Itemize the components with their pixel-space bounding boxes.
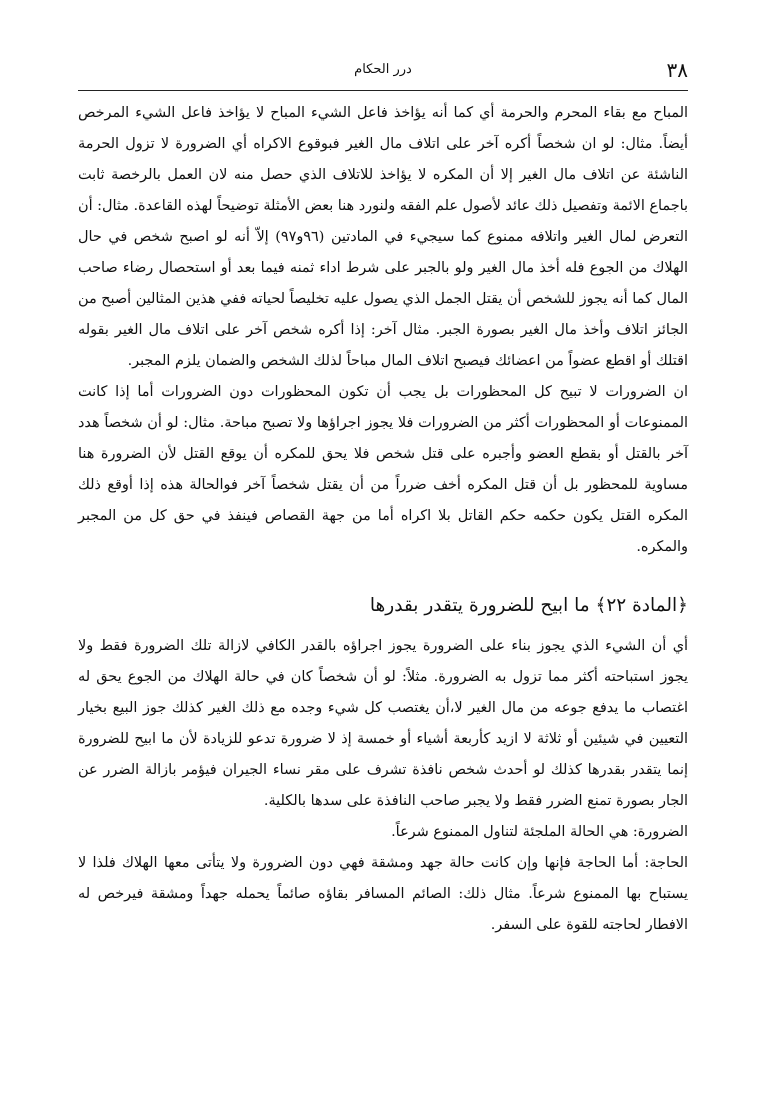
header-divider [78, 90, 688, 91]
article-22-heading: ﴿المادة ٢٢﴾ ما ابيح للضرورة يتقدر بقدرها [369, 595, 688, 616]
paragraph-necessities: ان الضرورات لا تبيح كل المحظورات بل يجب أن تكون المحظورات دون الضرورات أما إذا كانت الممنوعات أو المحظورات أكثر من الضرورات فلا يجوز اجراؤها ولا تصبح مباحة. مثال: لو أن شخصاً هدد آخر بالقتل أو بقطع العضو وأجبره على قتل شخص فلا يحق للمكره أن يوقع القتل لأن الضرورة هنا مساوية للمحظور بل أن قتل المكره أخف ضرراً من أن يقتل شخصاً آخر فوالحالة هذه إذا أوقع ذلك المكره القتل يكون حكمه حكم القاتل بلا اكراه أما من جهة القصاص فينفذ في حق كل من المجبر والمكره. [78, 384, 688, 555]
page-number: ٣٨ [666, 58, 688, 82]
paragraph-mubah-example: المباح مع بقاء المحرم والحرمة أي كما أنه يؤاخذ فاعل الشيء المباح لا يؤاخذ فاعل الشيء المرخص أيضاً. مثال: لو ان شخصاً أكره آخر على اتلاف مال الغير فبوقوع الاكراه أي الضرورة لا تزول الحرمة الناشئة عن اتلاف مال الغير إلا أن المكره لا يؤاخذ للاتلاف الذي حصل منه لان العمل بالرخصة ثابت باجماع الائمة وتفصيل ذلك عائد لأصول علم الفقه ولنورد هنا بعض الأمثلة توضيحاً لهذه القاعدة. مثال: أن التعرض لمال الغير واتلافه ممنوع كما سيجيء في المادتين (٩٦و٩٧) إلاّ أنه لو اصبح شخص في حال الهلاك من الجوع فله أخذ مال الغير ولو بالجبر على شرط اداء ثمنه فيما بعد أو استحصال رضاء صاحب المال كما أنه يجوز للشخص أن يقتل الجمل الذي يصول عليه تخليصاً لحياته ففي هذين المثالين أصبح من الجائز اتلاف وأخذ مال الغير بصورة الجبر. مثال آخر: إذا أكره شخص آخر على اتلاف مال الغير بقوله اقتلك أو اقطع عضواً من اعضائك فيصبح اتلاف المال مباحاً لذلك الشخص والضمان يلزم المجبر. [78, 105, 688, 369]
definition-necessity: الضرورة: هي الحالة الملجئة لتناول الممنوع شرعاً. [391, 824, 688, 840]
page-header [78, 56, 688, 90]
definition-need: الحاجة: أما الحاجة فإنها وإن كانت حالة جهد ومشقة فهي دون الضرورة ولا يتأتى معها الهلاك فلذا لا يستباح بها الممنوع شرعاً. مثال ذلك: الصائم المسافر بقاؤه صائماً يحمله جهداً ومشقة فيرخص له الافطار لحاجته للقوة على السفر. [78, 855, 688, 933]
running-title: درر الحكام [354, 62, 412, 77]
page-body [78, 98, 688, 941]
paragraph-article-22-explanation: أي أن الشيء الذي يجوز بناء على الضرورة يجوز اجراؤه بالقدر الكافي لازالة تلك الضرورة فقط ولا يجوز استباحته أكثر مما تزول به الضرورة. مثلاً: لو أن شخصاً كان في حالة الهلاك من الجوع يحق له اغتصاب ما يدفع جوعه من مال الغير لا،أن يغتصب كل شيء وجده مع ذلك الغير كذلك جوز البيع بخيار التعيين في شيئين أو ثلاثة لا ازيد كأربعة أشياء أو خمسة إذ لا ضرورة تدعو للزيادة لأن ما ابيح للضرورة إنما يتقدر بقدرها كذلك لو أحدث شخص نافذة تشرف على مقر نساء الجيران فيؤمر بازالة الضرر عن الجار بصورة تمنع الضرر فقط ولا يجبر صاحب النافذة على سدها بالكلية. [78, 638, 688, 809]
